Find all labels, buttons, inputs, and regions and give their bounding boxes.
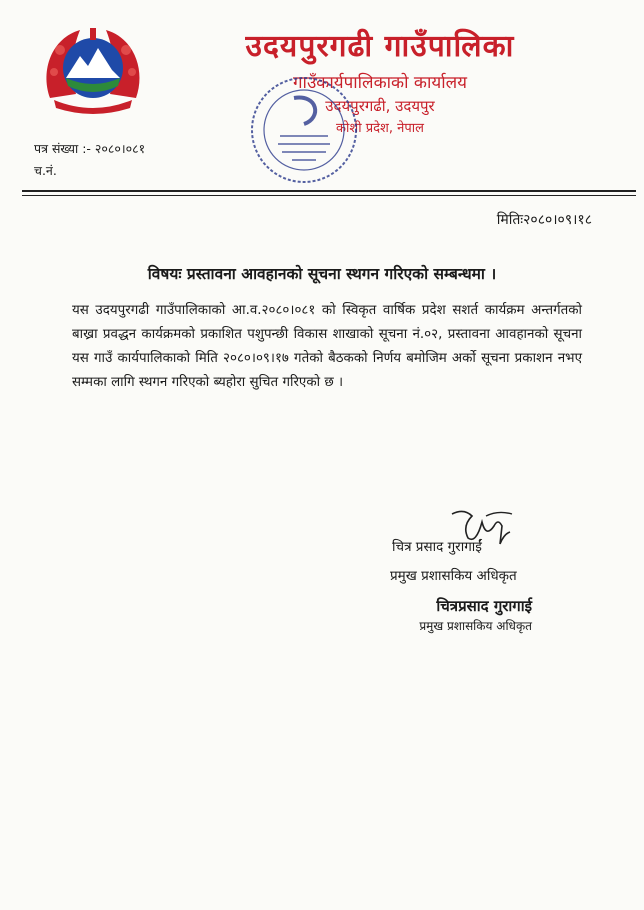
stamp-title: प्रमुख प्रशासकिय अधिकृत (419, 619, 532, 633)
name-stamp (402, 596, 532, 634)
header-divider (22, 190, 636, 192)
org-name: उदयपुरगढी गाउँपालिका (245, 29, 515, 64)
chalani-number: च.नं. (34, 163, 57, 178)
office-name: गाउँकार्यपालिकाको कार्यालय (292, 73, 468, 93)
patra-sankhya: पत्र संख्या :- २०८०।०८१ (34, 141, 146, 156)
notice-body: यस उदयपुरगढी गाउँपालिकाको आ.व.२०८०।०८१ को स्विकृत वार्षिक प्रदेश सशर्त कार्यक्रम अन्तर्गतको बाख्रा प्रवद्धन कार्यक्रमको प्रकाशित पशुपन्छी विकास शाखाको सूचना नं.०२, प्रस्तावना आवहानको सूचना यस गाउँ कार्यपालिकाको मिति २०८०।०९।१७ गतेको बैठकको निर्णय बमोजिम अर्को सूचना प्रकाशन नभए सम्मका लागि स्थगन गरिएको ब्यहोरा सुचित गरिएको छ । (72, 303, 582, 390)
subject-line: विषयः प्रस्तावना आवहानको सूचना स्थगन गरिएको सम्बन्धमा । (147, 265, 497, 283)
nepal-emblem-icon (40, 20, 146, 116)
header-divider-thin (22, 195, 636, 196)
stamp-name: चित्रप्रसाद गुरागाई (436, 597, 532, 615)
signer-title: प्रमुख प्रशासकिय अधिकृत (390, 568, 517, 584)
office-seal-icon (248, 74, 360, 186)
signer-name: चित्र प्रसाद गुरागाईं (392, 539, 482, 555)
address: उदयपुरगढी, उदयपुर (325, 97, 435, 115)
letter-date: मितिः२०८०।०९।१८ (496, 212, 592, 228)
province: कोशी प्रदेश, नेपाल (336, 121, 424, 136)
